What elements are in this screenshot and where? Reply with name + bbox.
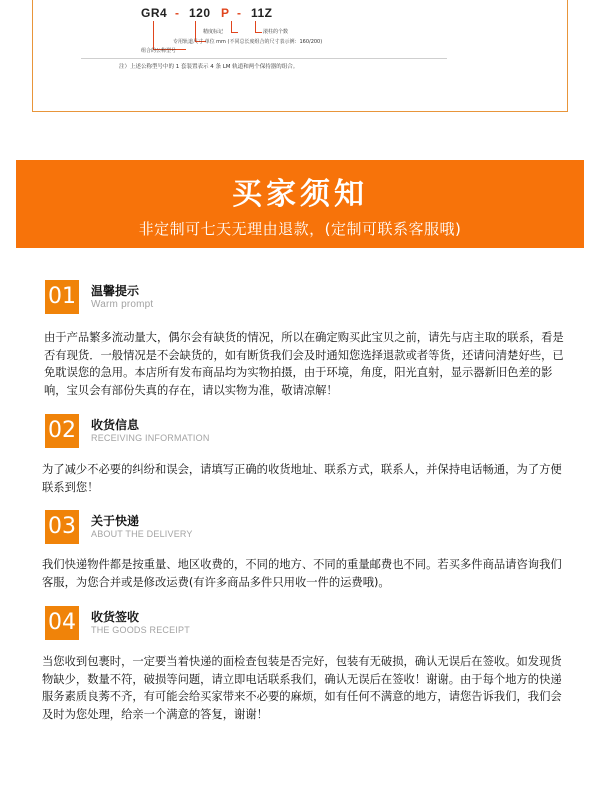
annotation-precision: 精度标记 [203,29,224,35]
section-body: 我们快递物件都是按重量、地区收费的，不同的地方、不同的重量邮费也不同。若买多件商品请咨询我们客服，为您合并或是修改运费(有许多商品多件只用收一件的运费哦)。 [42,558,562,589]
section-number-badge: 04 [45,606,79,640]
buyer-notice-banner [16,160,584,248]
banner-subtitle: 非定制可七天无理由退款，(定制可联系客服哦) [138,220,462,238]
code-separator: - [237,6,242,20]
section-body: 为了减少不必要的纠纷和误会，请填写正确的收货地址、联系方式，联系人，并保持电话畅通，为了方便联系到您！ [42,463,562,494]
code-separator: - [175,6,180,20]
section-number-badge: 01 [45,280,79,314]
leader-line [153,21,186,50]
section-body: 当您收到包裹时，一定要当着快递的面检查包装是否完好，包装有无破损，确认无误后在签收。如发现货物缺少，数量不符，破损等问题，请立即电话联系我们，确认无误后在签收！谢谢。由于每个地方的快递服务素质良莠不齐，有可能会给买家带来不必要的麻烦，如有任何不满意的地方，请您告诉我们，我们会及时为您处理，给亲一个满意的答复，谢谢！ [42,655,562,721]
section-subtitle: ABOUT THE DELIVERY [91,529,193,539]
annotation-rollers: 滚柱的个数 [263,29,289,35]
section-title: 温馨提示 [91,284,140,298]
divider [81,58,447,59]
code-part-length: 120 [189,6,211,20]
section-number-badge: 02 [45,414,79,448]
leader-line [255,21,262,33]
section-body: 由于产品繁多流动量大，偶尔会有缺货的情况，所以在确定购买此宝贝之前，请先与店主取的联系，看是否有现货．一般情况是不会缺货的，如有断货我们会及时通知您选择退款或者等货，还请问清楚好些，已免耽误您的急用。本店所有发布商品均为实物拍摄，由于环境，角度，阳光直射，显示器新旧色差的影响，宝贝会有部份失真的存在，请以实物为准，敬请凉解！ [44,331,564,397]
code-part-precision: P [221,6,230,20]
section-subtitle: Warm prompt [91,299,154,310]
model-code-diagram [32,0,568,112]
leader-line [231,21,238,33]
code-part-rollers: 11Z [251,6,273,20]
section-subtitle: THE GOODS RECEIPT [91,625,190,635]
section-title: 关于快递 [91,514,140,528]
annotation-model: 组合的公称型号 [141,48,177,54]
annotation-rail-length: 专用轨道尺寸 单位 mm (不同总长度组合的尺寸表示例：160/200) [173,39,323,45]
section-number-badge: 03 [45,510,79,544]
section-subtitle: RECEIVING INFORMATION [91,433,210,443]
code-part-model: GR4 [141,6,168,20]
section-title: 收货信息 [91,418,140,432]
spec-note: 注）上述公称型号中的 1 套装置表示 4 条 LM 轨道和两个保持器的组合。 [119,64,299,70]
banner-title: 买家须知 [232,177,368,212]
section-title: 收货签收 [91,610,140,624]
